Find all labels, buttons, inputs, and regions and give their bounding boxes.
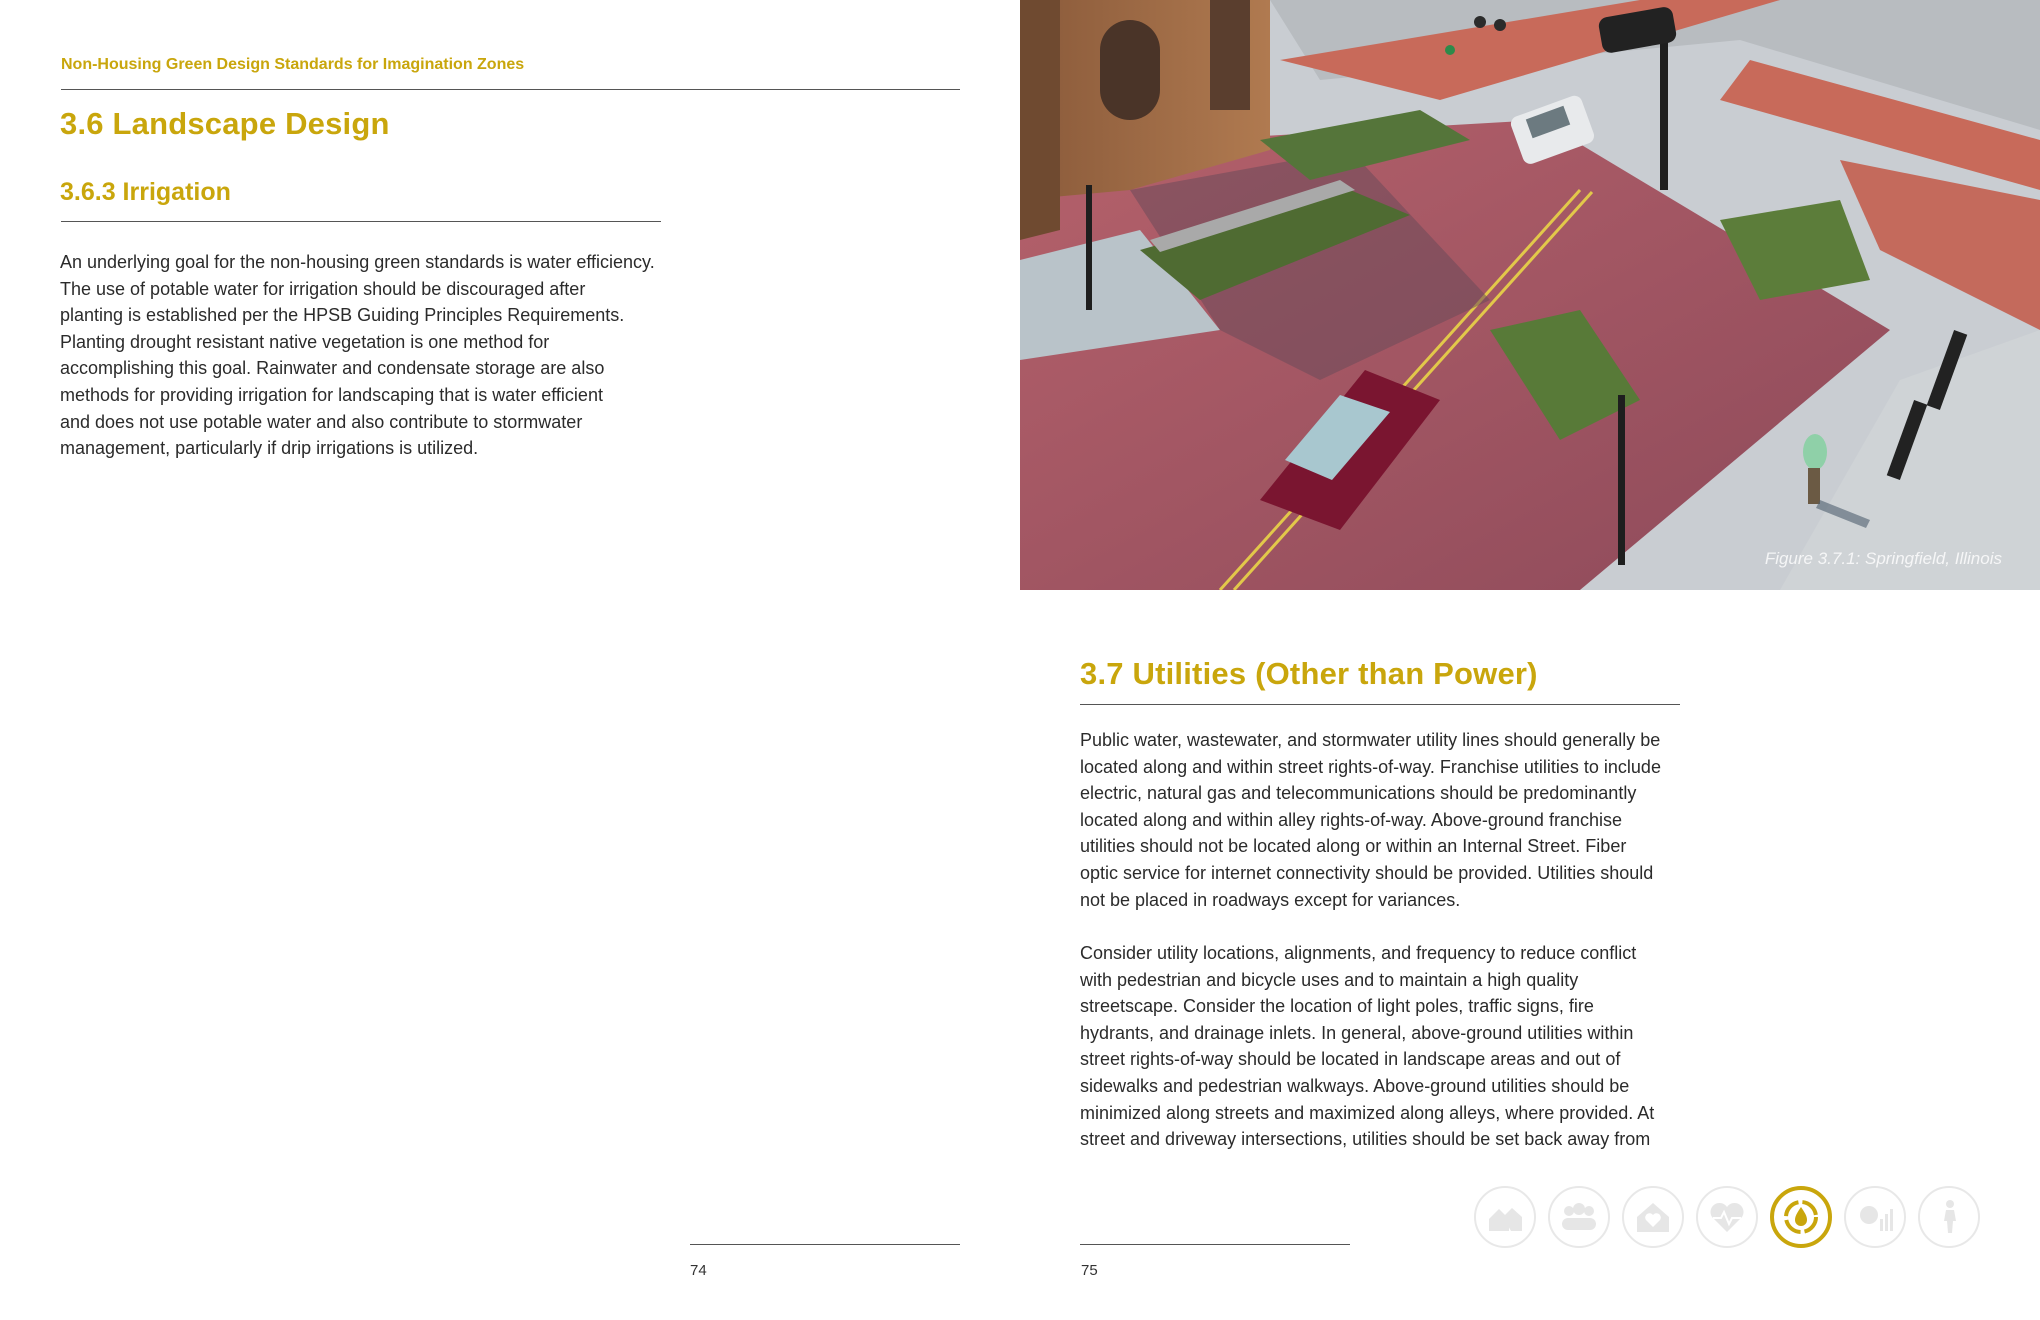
utilities-paragraph-1 <box>1080 727 1720 913</box>
text-line: minimized along streets and maximized along alleys, where provided. At <box>1080 1102 1655 1123</box>
text-line: Consider utility locations, alignments, and frequency to reduce conflict <box>1080 943 1637 963</box>
pedestrian-icon <box>1918 1186 1980 1248</box>
economy-growth-icon <box>1844 1186 1906 1248</box>
page-number-right: 75 <box>1081 1262 1098 1279</box>
subsection-rule <box>61 221 661 222</box>
community-icon <box>1548 1186 1610 1248</box>
text-line: methods for providing irrigation for landscaping that is water efficient <box>60 384 603 405</box>
section-rule <box>1080 704 1680 705</box>
text-line: The use of potable water for irrigation should be discouraged after <box>60 278 586 299</box>
text-line: electric, natural gas and telecommunications should be predominantly <box>1080 783 1637 804</box>
text-line: with pedestrian and bicycle uses and to maintain a high quality <box>1080 969 1579 990</box>
text-line: located along and within alley rights-of-way. Above-ground franchise <box>1080 809 1622 830</box>
text-line: accomplishing this goal. Rainwater and condensate storage are also <box>60 358 605 379</box>
text-line: and does not use potable water and also contribute to stormwater <box>60 411 583 432</box>
houses-icon <box>1474 1186 1536 1248</box>
text-line: located along and within street rights-of-way. Franchise utilities to include <box>1080 756 1661 777</box>
text-line: streetscape. Consider the location of light poles, traffic signs, fire <box>1080 996 1594 1017</box>
text-line: hydrants, and drainage inlets. In general, above-ground utilities within <box>1080 1022 1634 1043</box>
text-line: Public water, wastewater, and stormwater utility lines should generally be <box>1080 730 1661 750</box>
category-icon-row <box>1474 1186 1994 1252</box>
street-photo <box>1020 0 2040 590</box>
text-line: sidewalks and pedestrian walkways. Above-ground utilities should be <box>1080 1075 1630 1096</box>
section-title-landscape: 3.6 Landscape Design <box>60 106 390 141</box>
home-heart-icon <box>1622 1186 1684 1248</box>
irrigation-body-text <box>60 249 700 462</box>
text-line: not be placed in roadways except for variances. <box>1080 889 1461 910</box>
text-line: street and driveway intersections, utilities should be set back away from <box>1080 1129 1651 1150</box>
text-line: management, particularly if drip irrigations is utilized. <box>60 438 479 459</box>
page-number-left: 74 <box>690 1262 707 1279</box>
section-title-utilities: 3.7 Utilities (Other than Power) <box>1080 656 1538 691</box>
health-icon <box>1696 1186 1758 1248</box>
street-photo-illustration <box>1020 0 2040 590</box>
text-line: utilities should not be located along or within an Internal Street. Fiber <box>1080 836 1627 857</box>
text-line: optic service for internet connectivity should be provided. Utilities should <box>1080 862 1654 883</box>
running-head: Non-Housing Green Design Standards for Imagination Zones <box>61 56 525 73</box>
text-line: An underlying goal for the non-housing green standards is water efficiency. <box>60 252 655 272</box>
subsection-title-irrigation: 3.6.3 Irrigation <box>60 178 231 206</box>
resources-cycle-icon <box>1770 1186 1832 1248</box>
text-line: Planting drought resistant native vegetation is one method for <box>60 331 550 352</box>
text-line: planting is established per the HPSB Guiding Principles Requirements. <box>60 305 625 326</box>
footer-rule-left <box>690 1244 960 1245</box>
figure-caption: Figure 3.7.1: Springfield, Illinois <box>1764 549 2002 568</box>
header-rule <box>61 89 960 90</box>
text-line: street rights-of-way should be located in landscape areas and out of <box>1080 1049 1621 1070</box>
footer-rule-right <box>1080 1244 1350 1245</box>
utilities-paragraph-2 <box>1080 940 1720 1153</box>
